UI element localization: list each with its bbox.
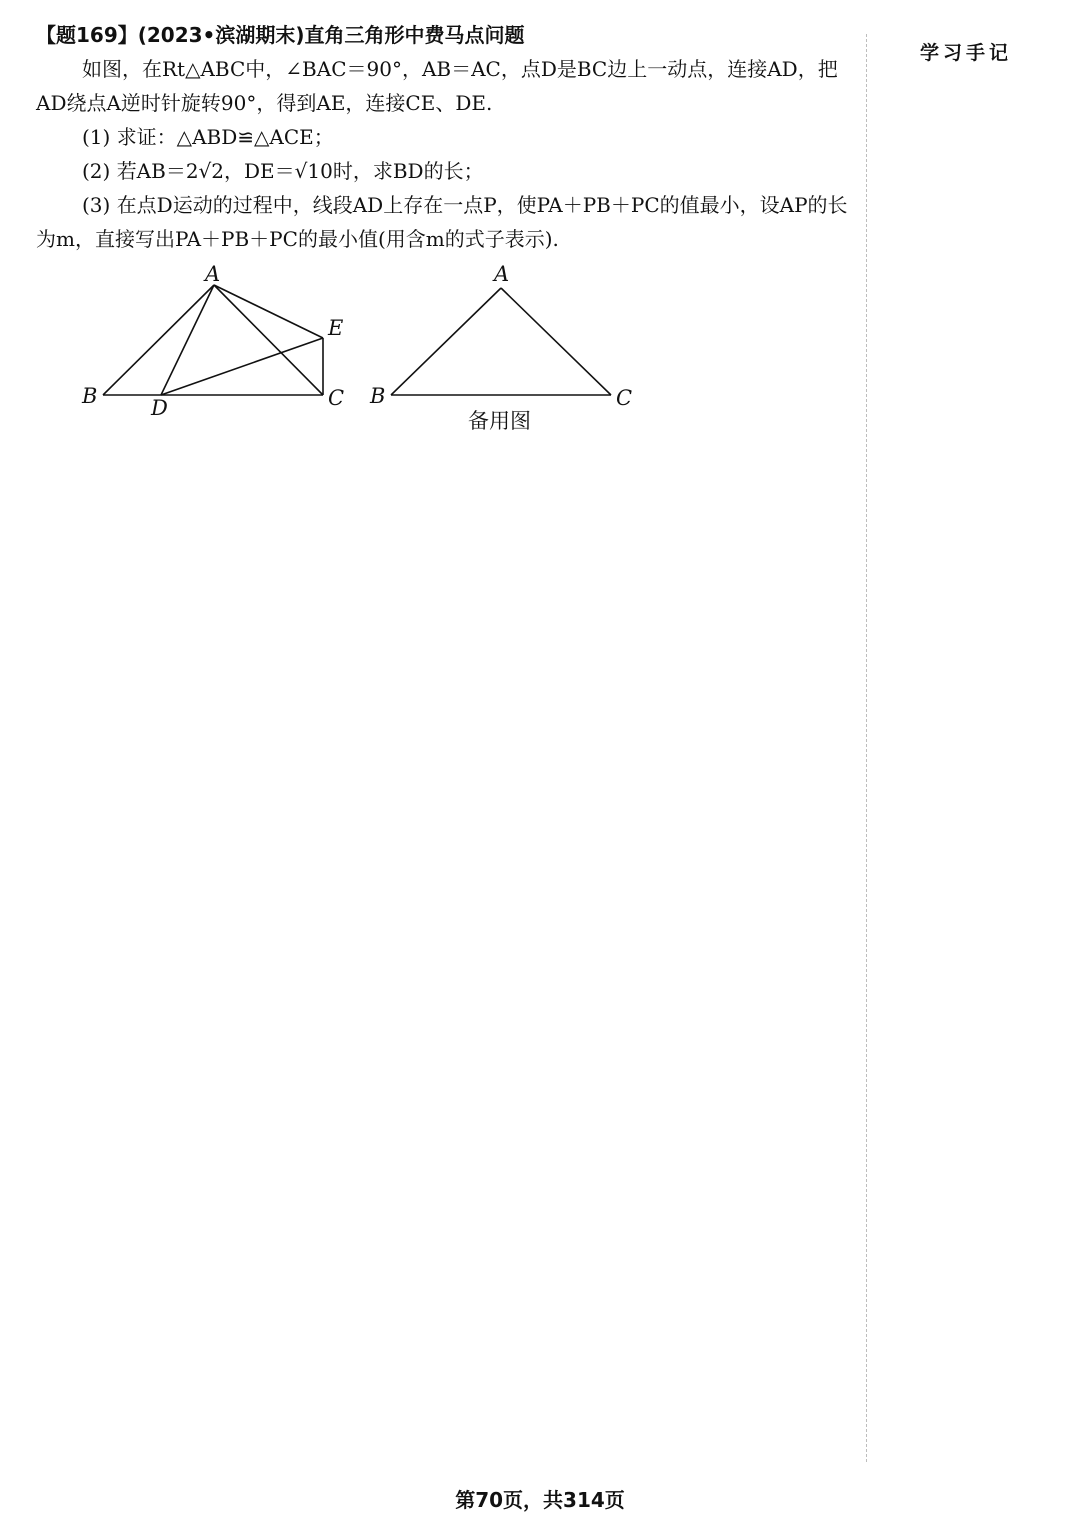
page-footer: 第70页，共314页 bbox=[455, 1488, 625, 1512]
label-b-fig1: B bbox=[82, 384, 98, 408]
segment-ac-fig2 bbox=[501, 288, 611, 395]
segment-ab-fig2 bbox=[391, 288, 501, 395]
label-e-fig1: E bbox=[328, 316, 344, 340]
segment-ac bbox=[214, 285, 323, 395]
problem-intro: 如图，在Rt△ABC中，∠BAC＝90°，AB＝AC，点D是BC边上一动点，连接AD，把AD绕点A逆时针旋转90°，得到AE，连接CE、DE. bbox=[36, 57, 838, 115]
question-2: (2) 若AB＝2√2，DE＝√10时，求BD的长； bbox=[82, 159, 484, 183]
backup-figure-caption: 备用图 bbox=[468, 409, 531, 433]
geometry-figures bbox=[70, 255, 670, 445]
label-c-fig1: C bbox=[328, 386, 345, 410]
segment-de bbox=[161, 338, 323, 395]
study-notes-title: 学习手记 bbox=[920, 42, 1013, 64]
label-d-fig1: D bbox=[151, 396, 168, 420]
problem-body bbox=[36, 52, 848, 256]
segment-ab bbox=[103, 285, 214, 395]
problem-title: 【题169】(2023•滨湖期末)直角三角形中费马点问题 bbox=[36, 23, 525, 47]
segment-ae bbox=[214, 285, 323, 338]
label-c-fig2: C bbox=[616, 386, 633, 410]
notes-divider bbox=[866, 34, 867, 1462]
figure-1-main bbox=[103, 285, 323, 395]
label-a-fig1: A bbox=[205, 262, 221, 286]
label-b-fig2: B bbox=[370, 384, 386, 408]
figure-2-backup bbox=[391, 288, 611, 395]
label-a-fig2: A bbox=[494, 262, 510, 286]
question-3: (3) 在点D运动的过程中，线段AD上存在一点P，使PA＋PB＋PC的值最小，设AP的长为m，直接写出PA＋PB＋PC的最小值(用含m的式子表示). bbox=[36, 193, 848, 251]
question-1: (1) 求证：△ABD≌△ACE； bbox=[82, 125, 334, 149]
